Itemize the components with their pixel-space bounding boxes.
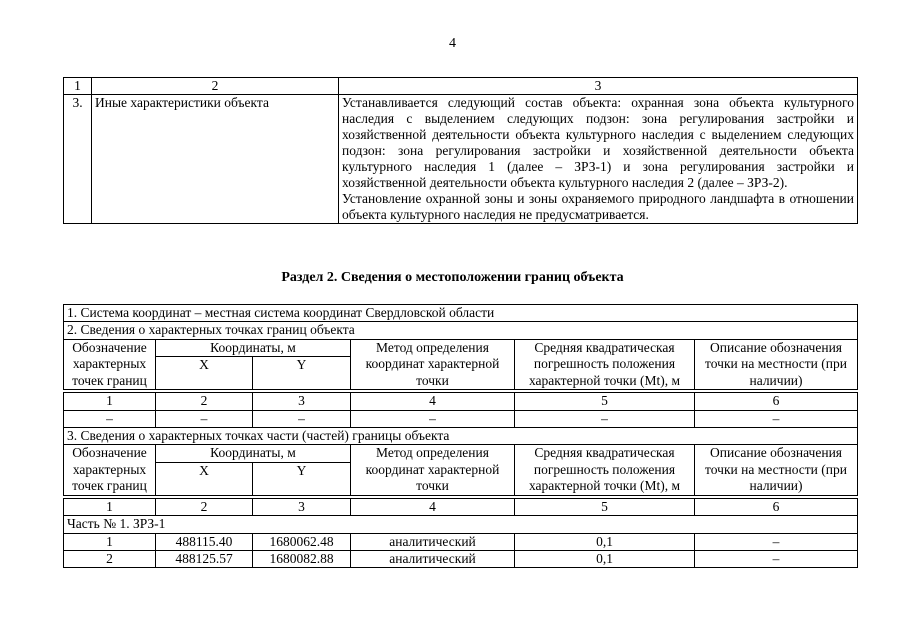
table-row: [64, 533, 858, 550]
col-number-6: 6: [695, 393, 858, 410]
section-2-heading-row: [64, 322, 858, 339]
col-number-5: 5: [515, 498, 695, 515]
description-header: Описание обозначения точки на местности (при наличии): [695, 445, 858, 495]
section-3-heading-row: [64, 428, 858, 445]
table-row: [64, 551, 858, 568]
part-label: Часть № 1. ЗРЗ-1: [64, 516, 858, 533]
x-header: X: [156, 357, 253, 390]
point-error: 0,1: [515, 551, 695, 568]
dash-cell: –: [64, 410, 156, 427]
col-number-1: 1: [64, 393, 156, 410]
point-description: –: [695, 551, 858, 568]
col-number-3: 3: [253, 498, 351, 515]
point-error: 0,1: [515, 533, 695, 550]
col-number-6: 6: [695, 498, 858, 515]
row-description: [339, 95, 858, 224]
point-y: 1680082.88: [253, 551, 351, 568]
characteristics-table: [63, 77, 858, 224]
x-header: X: [156, 462, 253, 495]
boundary-points-heading: 2. Сведения о характерных точках границ объекта: [64, 322, 858, 339]
error-header: Средняя квадратическая погрешность положения характерной точки (Mt), м: [515, 445, 695, 495]
col-header-1: 1: [64, 78, 92, 95]
col-number-2: 2: [156, 393, 253, 410]
point-y: 1680062.48: [253, 533, 351, 550]
description-header: Описание обозначения точки на местности (при наличии): [695, 339, 858, 389]
point-method: аналитический: [351, 551, 515, 568]
row-label: Иные характеристики объекта: [92, 95, 339, 224]
point-x: 488125.57: [156, 551, 253, 568]
dash-cell: –: [515, 410, 695, 427]
point-number: 1: [64, 533, 156, 550]
designation-header: Обозначение характерных точек границ: [64, 339, 156, 389]
description-paragraph-1: Устанавливается следующий состав объекта: охранная зона объекта культурного наследия с выделением следующих подзон: зона регулирования застройки и хозяйственной деятельности объекта культурного наследия с выделением следующих подзон: зона регулирования застройки и хозяйственной деятельности объекта культурного наследия 1 (далее – ЗРЗ-1) и зона регулирования застройки и хозяйственной деятельности объекта культурного наследия 2 (далее – ЗРЗ-2).: [342, 95, 854, 190]
header-row-top: [64, 339, 858, 356]
point-method: аналитический: [351, 533, 515, 550]
coordinates-table: [63, 304, 858, 568]
section-title: Раздел 2. Сведения о местоположении границ объекта: [281, 270, 624, 285]
column-number-row-2: [64, 498, 858, 515]
col-number-4: 4: [351, 498, 515, 515]
y-header: Y: [253, 357, 351, 390]
coords-header: Координаты, м: [156, 339, 351, 356]
column-number-row: [64, 393, 858, 410]
table-row: [64, 95, 858, 224]
coordinate-system-row: [64, 305, 858, 322]
point-description: –: [695, 533, 858, 550]
error-header: Средняя квадратическая погрешность положения характерной точки (Mt), м: [515, 339, 695, 389]
part-label-row: [64, 516, 858, 533]
method-header: Метод определения координат характерной точки: [351, 445, 515, 495]
dash-cell: –: [156, 410, 253, 427]
col-header-2: 2: [92, 78, 339, 95]
dash-cell: –: [695, 410, 858, 427]
dash-cell: –: [351, 410, 515, 427]
point-number: 2: [64, 551, 156, 568]
col-header-3: 3: [339, 78, 858, 95]
row-number: 3.: [64, 95, 92, 224]
dash-row: [64, 410, 858, 427]
description-paragraph-2: Установление охранной зоны и зоны охраняемого природного ландшафта в отношении объекта культурного наследия не предусматривается.: [342, 191, 854, 222]
col-number-4: 4: [351, 393, 515, 410]
page-number: 4: [449, 36, 456, 51]
header-row-top-2: [64, 445, 858, 462]
method-header: Метод определения координат характерной точки: [351, 339, 515, 389]
part-points-heading: 3. Сведения о характерных точках части (частей) границы объекта: [64, 428, 858, 445]
table-header-row: [64, 78, 858, 95]
y-header: Y: [253, 462, 351, 495]
col-number-2: 2: [156, 498, 253, 515]
col-number-5: 5: [515, 393, 695, 410]
col-number-3: 3: [253, 393, 351, 410]
designation-header: Обозначение характерных точек границ: [64, 445, 156, 495]
dash-cell: –: [253, 410, 351, 427]
coords-header: Координаты, м: [156, 445, 351, 462]
col-number-1: 1: [64, 498, 156, 515]
coordinate-system: 1. Система координат – местная система координат Свердловской области: [64, 305, 858, 322]
point-x: 488115.40: [156, 533, 253, 550]
